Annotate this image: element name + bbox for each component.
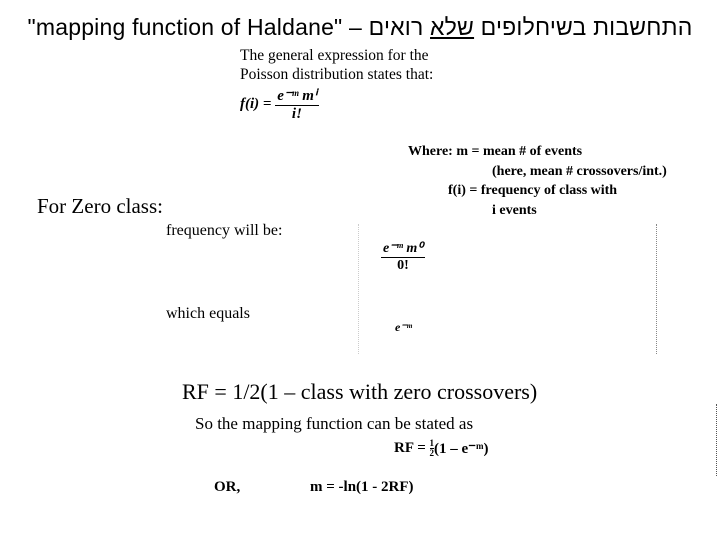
zero-result: e⁻ᵐ bbox=[395, 320, 413, 334]
poisson-fraction bbox=[275, 86, 318, 123]
m-formula: m = -ln(1 - 2RF) bbox=[310, 479, 414, 495]
poisson-formula bbox=[240, 86, 319, 123]
poisson-numerator: e⁻ᵐ mⁱ bbox=[277, 88, 317, 104]
title-hebrew-after: רואים bbox=[368, 14, 431, 40]
mapping-intro: So the mapping function can be stated as bbox=[195, 414, 474, 433]
where-line-3: f(i) = frequency of class with bbox=[448, 183, 618, 198]
rf-lhs: RF = bbox=[394, 440, 426, 456]
poisson-lhs: f(i) = bbox=[240, 96, 272, 112]
or-label: OR, bbox=[214, 479, 241, 495]
title-prefix: "mapping function of Haldane" – bbox=[27, 14, 369, 40]
poisson-line-2: Poisson distribution states that: bbox=[240, 66, 434, 83]
zero-numerator: e⁻ᵐ m⁰ bbox=[383, 241, 423, 256]
poisson-intro bbox=[240, 46, 433, 84]
poisson-denominator: i! bbox=[291, 106, 302, 122]
where-line-1: Where: m = mean # of events bbox=[408, 144, 583, 159]
where-line-4: i events bbox=[492, 202, 537, 218]
rf-rhs: (1 – e⁻ᵐ) bbox=[434, 441, 489, 457]
title-hebrew-underlined: שלא bbox=[430, 14, 475, 40]
slide-title bbox=[0, 14, 720, 41]
title-hebrew-rest: התחשבות בשיחלופים bbox=[474, 14, 693, 40]
which-equals-label: which equals bbox=[166, 305, 250, 322]
half-numerator: 1 bbox=[429, 438, 434, 448]
where-definitions bbox=[408, 142, 667, 220]
poisson-line-1: The general expression for the bbox=[240, 47, 429, 64]
half-denominator: 2 bbox=[429, 448, 434, 458]
snippet-border bbox=[656, 224, 657, 354]
zero-class-heading: For Zero class: bbox=[37, 194, 163, 218]
where-line-2: (here, mean # crossovers/int.) bbox=[492, 163, 667, 179]
frequency-label: frequency will be: bbox=[166, 222, 283, 239]
edge-mark bbox=[716, 404, 720, 476]
rf-formula bbox=[394, 439, 488, 458]
rf-statement: RF = 1/2(1 – class with zero crossovers) bbox=[182, 379, 538, 404]
zero-class-fraction bbox=[381, 240, 425, 274]
zero-denominator: 0! bbox=[397, 258, 409, 273]
snippet-border bbox=[358, 224, 359, 354]
